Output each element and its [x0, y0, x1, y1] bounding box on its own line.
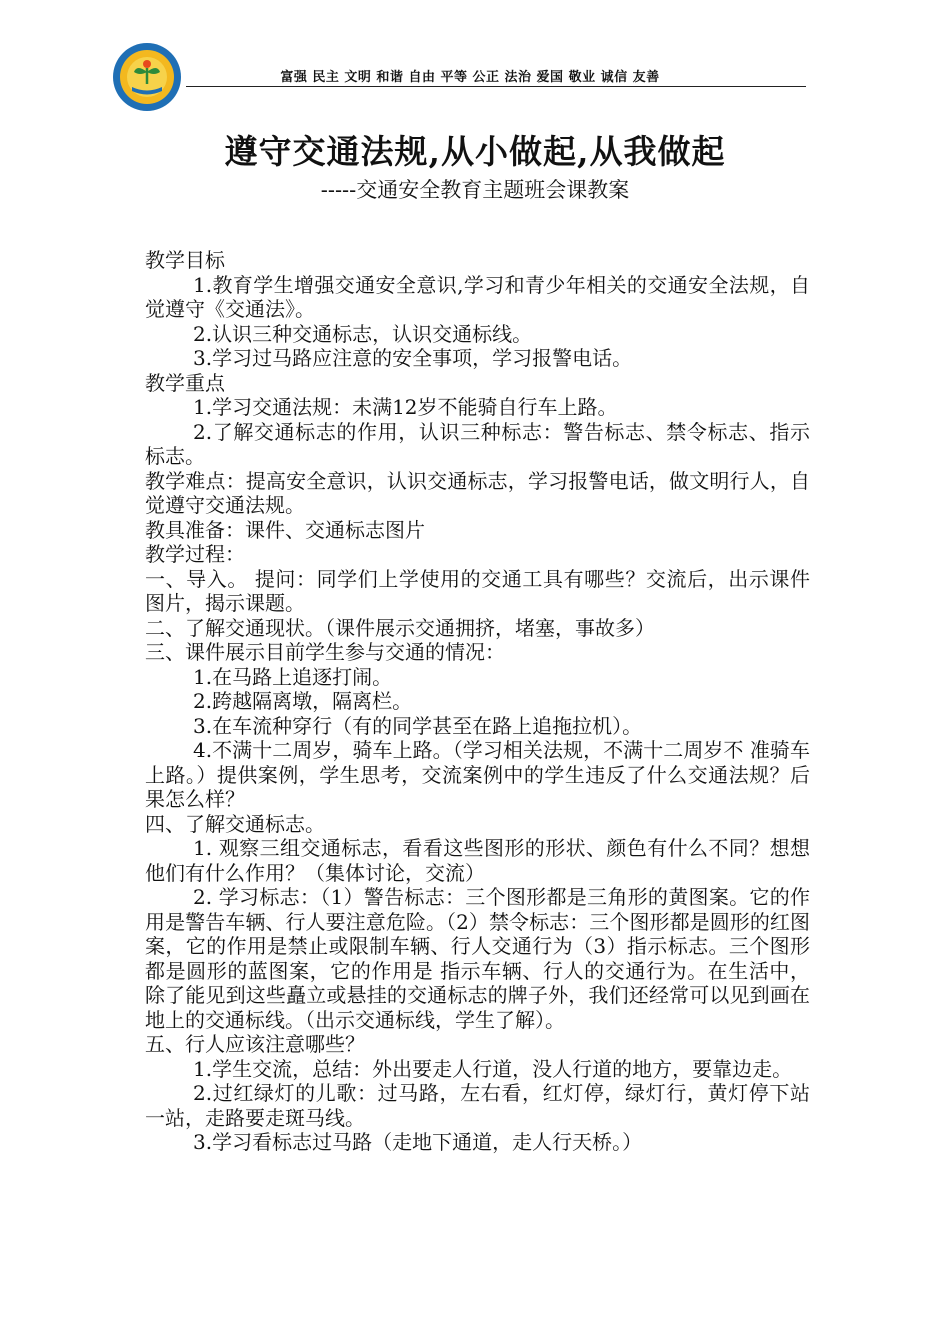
paragraph: 五、行人应该注意哪些？: [145, 1032, 365, 1056]
paragraph: 3.学习过马路应注意的安全事项，学习报警电话。: [193, 346, 633, 370]
document-body: [145, 248, 810, 1155]
paragraph: 二、了解交通现状。（课件展示交通拥挤，堵塞，事故多）: [145, 615, 655, 640]
paragraph: 2. 学习标志：（1）警告标志：三个图形都是三角形的黄图案。它的作用是警告车辆、行人要注意危险。（2）禁令标志：三个图形都是圆形的红图案，它的作用是禁止或限制车辆、行人交通行为（3）指示标志。三个图形都是圆形的蓝图案，它的作用是 指示车辆、行人的交通行为。在生活中，除了能见到这些矗立或悬挂的交通标志的牌子外，我们还经常可以见到画在地上的交通标线。（出示交通标线，学生了解）。: [145, 885, 810, 1032]
paragraph: 三、课件展示目前学生参与交通的情况：: [145, 640, 505, 664]
paragraph: 2.认识三种交通标志，认识交通标线。: [193, 321, 533, 346]
paragraph: 1.学习交通法规：未满12岁不能骑自行车上路。: [193, 395, 618, 419]
paragraph: 教学目标: [145, 248, 225, 272]
paragraph: 1.学生交流，总结：外出要走人行道，没人行道的地方，要靠边走。: [193, 1056, 793, 1081]
header-motto: 富强 民主 文明 和谐 自由 平等 公正 法治 爱国 敬业 诚信 友善: [280, 70, 660, 85]
paragraph: 1.教育学生增强交通安全意识,学习和青少年相关的交通安全法规，自觉遵守《交通法》。: [145, 272, 810, 321]
paragraph: 1. 观察三组交通标志，看看这些图形的形状、颜色有什么不同？想想他们有什么作用？（集体讨论，交流）: [145, 836, 810, 885]
paragraph: 3.学习看标志过马路（走地下通道，走人行天桥。）: [193, 1130, 643, 1154]
school-emblem-icon: [112, 42, 182, 112]
paragraph: 3.在车流种穿行（有的同学甚至在路上追拖拉机）。: [193, 713, 643, 738]
paragraph: 1.在马路上追逐打闹。: [193, 664, 393, 689]
page-subtitle: -----交通安全教育主题班会课教案: [320, 178, 630, 202]
paragraph: 2.跨越隔离墩，隔离栏。: [193, 689, 413, 713]
paragraph: 教学过程：: [145, 542, 245, 566]
paragraph: 教学重点: [145, 370, 225, 395]
paragraph: 四、了解交通标志。: [145, 811, 325, 836]
paragraph: 2.过红绿灯的儿歌：过马路，左右看，红灯停，绿灯行，黄灯停下站一站，走路要走斑马线。: [145, 1081, 810, 1130]
header-divider: [186, 86, 806, 87]
paragraph: 2.了解交通标志的作用，认识三种标志：警告标志、禁令标志、指示标志。: [145, 419, 810, 468]
paragraph: 教具准备：课件、交通标志图片: [145, 517, 425, 542]
paragraph: 4.不满十二周岁，骑车上路。（学习相关法规，不满十二周岁不 准骑车上路。）提供案例，学生思考，交流案例中的学生违反了什么交通法规？后果怎么样？: [145, 738, 810, 811]
paragraph: 教学难点：提高安全意识，认识交通标志，学习报警电话，做文明行人，自觉遵守交通法规。: [145, 468, 810, 517]
page-title: 遵守交通法规,从小做起,从我做起: [224, 132, 726, 171]
paragraph: 一、导入。 提问：同学们上学使用的交通工具有哪些？交流后，出示课件图片，揭示课题。: [145, 566, 810, 615]
